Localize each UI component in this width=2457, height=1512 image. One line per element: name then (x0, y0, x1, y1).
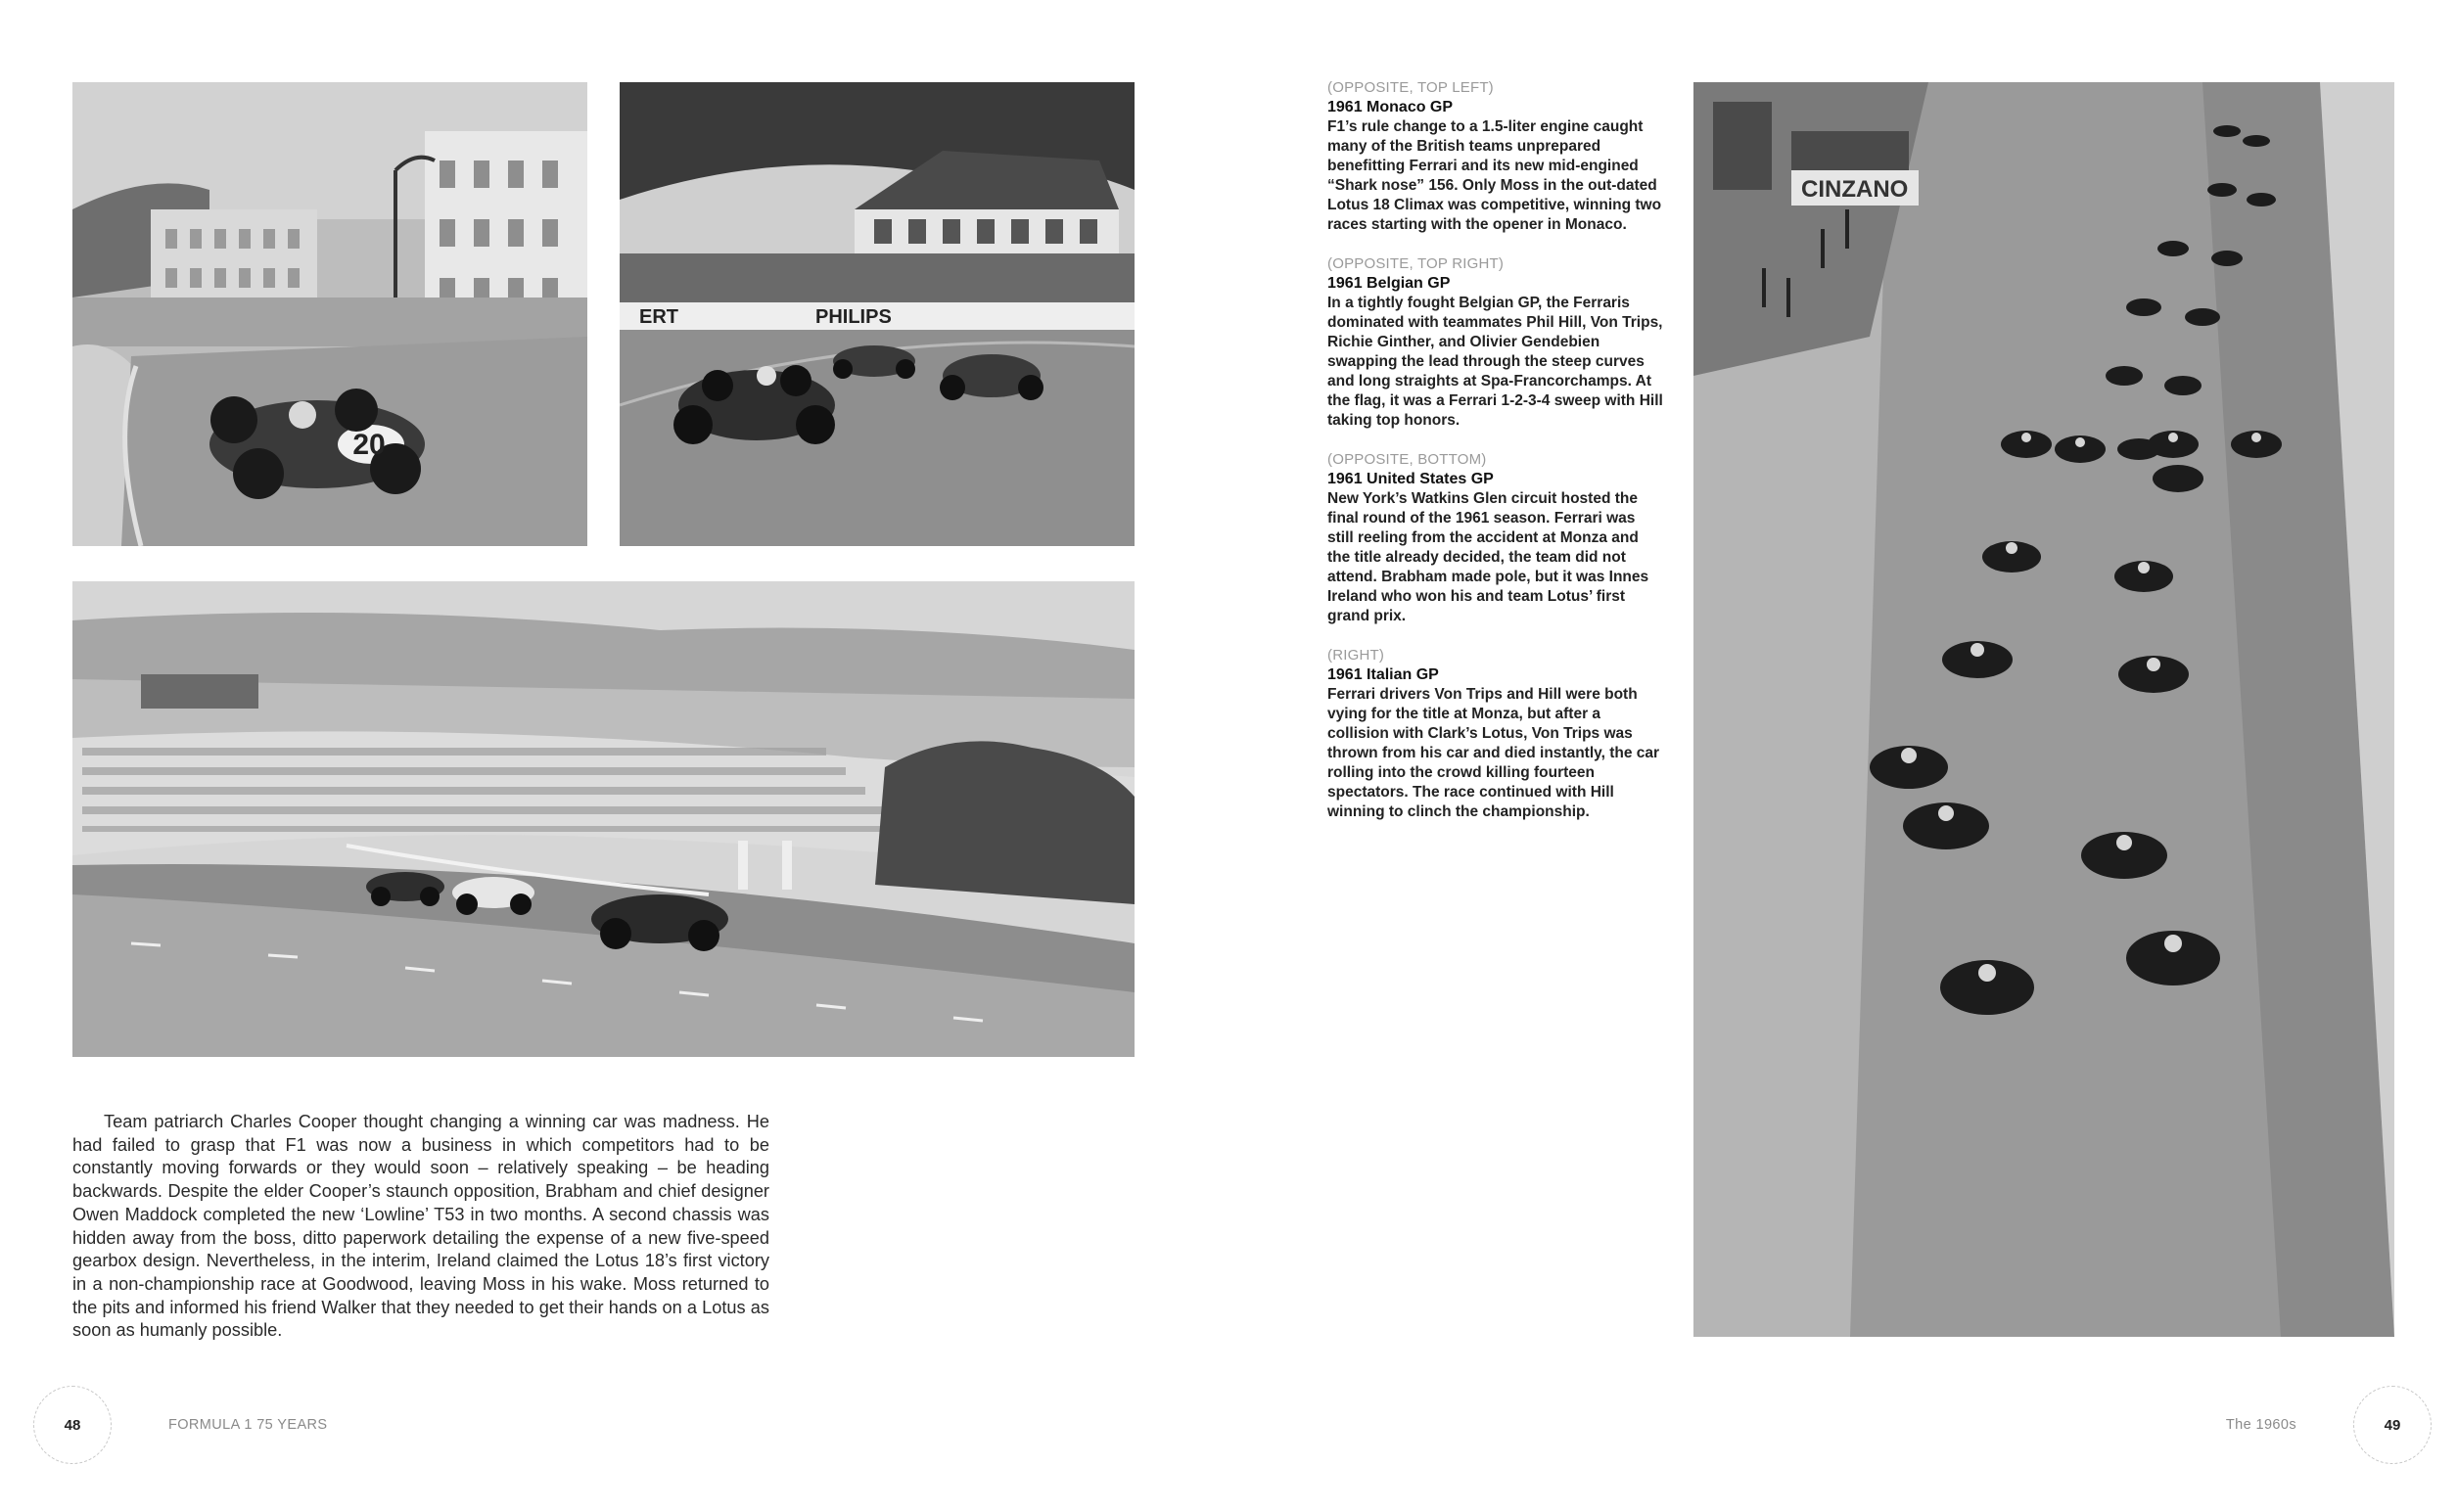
right-page-number: 49 (2353, 1386, 2432, 1464)
left-running-head: FORMULA 1 75 YEARS (168, 1417, 328, 1433)
left-page-number: 48 (33, 1386, 112, 1464)
photo-1961-belgian-gp (620, 82, 1135, 546)
monaco-photo-graphic (72, 82, 587, 546)
caption-text: F1’s rule change to a 1.5-liter engine caught many of the British teams unprepared benefitting Ferrari and its new mid-engined “Shark nose” 156. Only Moss in the out-dated Lotus 18 Climax was competitive, winning two races starting with the opener in Monaco. (1327, 118, 1662, 233)
caption-united-states (1327, 450, 1665, 626)
caption-title: 1961 United States GP (1327, 471, 1494, 487)
caption-title: 1961 Belgian GP (1327, 275, 1451, 292)
us-photo-graphic (72, 581, 1135, 1057)
belgian-banner-2: PHILIPS (815, 306, 892, 328)
caption-location: (OPPOSITE, BOTTOM) (1327, 451, 1487, 468)
caption-location: (RIGHT) (1327, 647, 1385, 664)
caption-title: 1961 Monaco GP (1327, 99, 1454, 115)
caption-title: 1961 Italian GP (1327, 666, 1439, 683)
caption-italian (1327, 646, 1665, 822)
italian-banner: CINZANO (1801, 176, 1909, 203)
italian-photo-graphic (1693, 82, 2394, 1337)
monaco-car-number: 20 (352, 429, 386, 461)
caption-text: In a tightly fought Belgian GP, the Ferraris dominated with teammates Phil Hill, Von Trips, Richie Ginther, and Olivier Gendebien swapping the lead through the steep curves and long straights at Spa-Francorchamps. At the flag, it was a Ferrari 1-2-3-4 sweep with Hill taking top honors. (1327, 295, 1663, 429)
photo-1961-monaco-gp (72, 82, 587, 546)
belgian-banner-1: ERT (639, 306, 678, 328)
photo-1961-united-states-gp (72, 581, 1135, 1057)
caption-monaco (1327, 78, 1665, 235)
photo-1961-italian-gp (1693, 82, 2394, 1337)
caption-text: New York’s Watkins Glen circuit hosted the final round of the 1961 season. Ferrari was still reeling from the accident at Monza and the title already decided, the team did not attend. Brabham made pole, but it was Innes Ireland who won his and team Lotus’ first grand prix. (1327, 490, 1649, 624)
caption-text: Ferrari drivers Von Trips and Hill were both vying for the title at Monza, but after a collision with Clark’s Lotus, Von Trips was thrown from his car and died instantly, the car rolling into the crowd killing fourteen spectators. The race continued with Hill winning to clinch the championship. (1327, 686, 1660, 820)
caption-belgian (1327, 254, 1665, 431)
captions-column (1327, 78, 1665, 842)
body-paragraph: Team patriarch Charles Cooper thought changing a winning car was madness. He had failed to grasp that F1 was now a business in which competitors had to be constantly moving forwards or they would soon – relatively speaking – be heading backwards. Despite the elder Cooper’s staunch opposition, Brabham and chief designer Owen Maddock completed the new ‘Lowline’ T53 in two months. A second chassis was hidden away from the boss, ditto paperwork detailing the expense of a new five-speed gearbox design. Nevertheless, in the interim, Ireland claimed the Lotus 18’s first victory in a non-championship race at Goodwood, leaving Moss in his wake. Moss returned to the pits and informed his friend Walker that they needed to get their hands on a Lotus as soon as humanly possible. (72, 1112, 769, 1341)
caption-location: (OPPOSITE, TOP LEFT) (1327, 79, 1494, 96)
caption-location: (OPPOSITE, TOP RIGHT) (1327, 255, 1505, 272)
right-running-head: The 1960s (2225, 1417, 2296, 1433)
belgian-photo-graphic (620, 82, 1135, 546)
